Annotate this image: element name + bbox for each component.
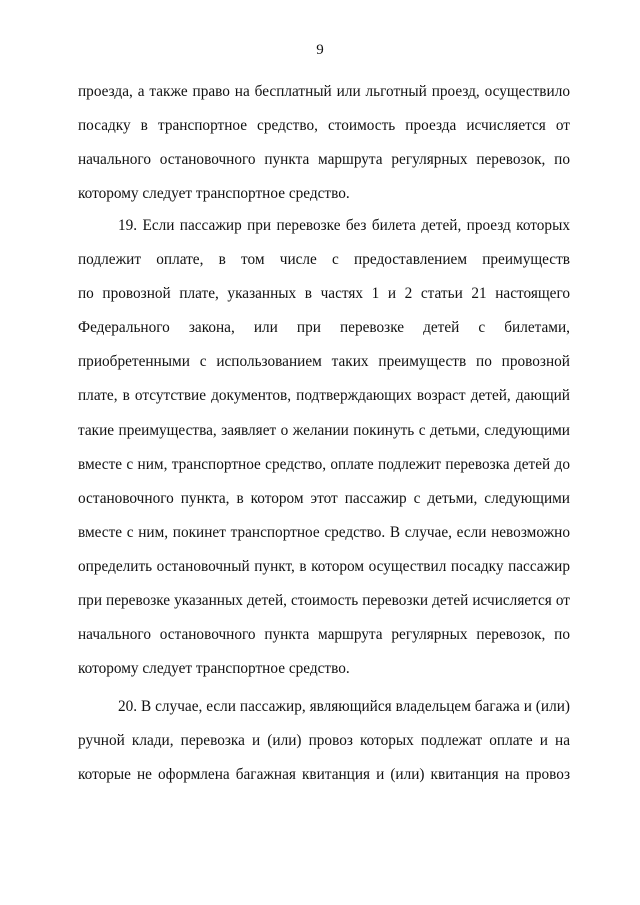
paragraph-item-19 [78,209,570,686]
paragraph-item-20 [78,690,570,792]
text-line: остановочного пункта, в котором этот пассажир с детьми, следующими [78,489,570,507]
text-line: проезда, а также право на бесплатный или льготный проезд, осуществило [78,83,570,100]
paragraph-continuation [78,75,570,211]
text-line: ручной клади, перевозка и (или) провоз которых подлежат оплате и на [78,732,570,750]
text-line: 19. Если пассажир при перевозке без билета детей, проезд которых [118,217,570,234]
text-line: которые не оформлена багажная квитанция и (или) квитанция на провоз [78,766,570,784]
text-line: при перевозке указанных детей, стоимость перевозки детей исчисляется от [78,592,570,610]
text-line: вместе с ним, транспортное средство, оплате подлежит перевозка детей до [78,455,570,473]
text-line: начального остановочного пункта маршрута регулярных перевозок, по [78,626,570,644]
text-line: которому следует транспортное средство. [78,185,350,203]
text-line: 20. В случае, если пассажир, являющийся владельцем багажа и (или) [118,698,570,715]
text-line: такие преимущества, заявляет о желании покинуть с детьми, следующими [78,421,570,439]
text-line: по провозной плате, указанных в частях 1 и 2 статьи 21 настоящего [78,285,570,303]
text-line: вместе с ним, покинет транспортное средство. В случае, если невозможно [78,523,570,541]
text-line: начального остановочного пункта маршрута регулярных перевозок, по [78,151,570,169]
text-line: Федерального закона, или при перевозке детей с билетами, [78,319,570,337]
text-line: подлежит оплате, в том числе с предоставлением преимуществ [78,251,570,269]
text-line: которому следует транспортное средство. [78,660,350,678]
text-line: определить остановочный пункт, в котором осуществил посадку пассажир [78,557,570,575]
text-line: плате, в отсутствие документов, подтверждающих возраст детей, дающий [78,387,570,405]
text-line: посадку в транспортное средство, стоимость проезда исчисляется от [78,117,570,135]
page-number: 9 [316,42,324,58]
text-line: приобретенными с использованием таких преимуществ по провозной [78,353,570,371]
